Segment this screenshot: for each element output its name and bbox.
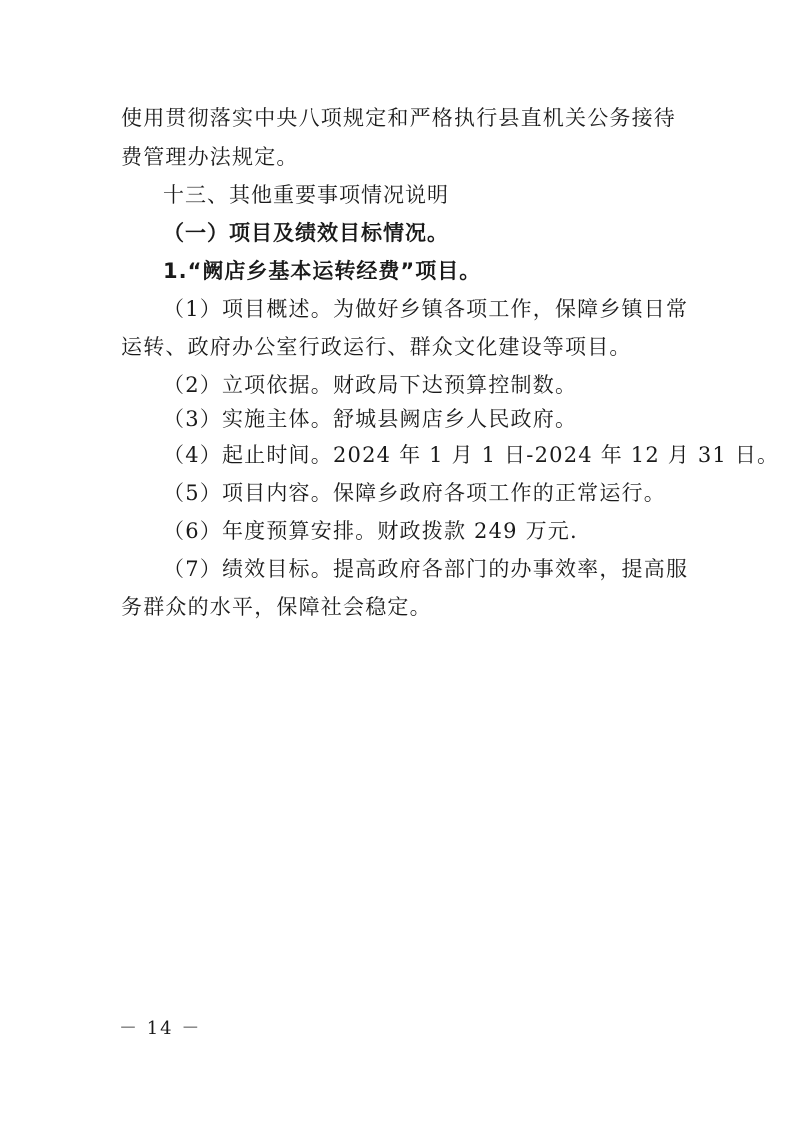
paragraph-line: 运转、政府办公室行政运行、群众文化建设等项目。 [121,335,632,359]
paragraph-line: （1）项目概述。为做好乡镇各项工作，保障乡镇日常 [163,297,689,321]
item-heading: 1.“阙店乡基本运转经费”项目。 [163,259,482,283]
paragraph-line: （6）年度预算安排。财政拨款 249 万元. [163,519,578,543]
paragraph-line: 费管理办法规定。 [121,145,299,169]
page-number: － 14 － [119,1018,202,1039]
paragraph-line: 使用贯彻落实中央八项规定和严格执行县直机关公务接待 [121,106,676,130]
paragraph-line: （3）实施主体。舒城县阙店乡人民政府。 [163,407,578,431]
paragraph-line: （5）项目内容。保障乡政府各项工作的正常运行。 [163,481,666,505]
section-heading: 十三、其他重要事项情况说明 [163,183,449,207]
paragraph-line: 务群众的水平，保障社会稳定。 [121,595,432,619]
subsection-heading: （一）项目及绩效目标情况。 [163,221,449,245]
paragraph-line: （4）起止时间。2024 年 1 月 1 日-2024 年 12 月 31 日。 [163,443,780,467]
paragraph-line: （2）立项依据。财政局下达预算控制数。 [163,373,578,397]
paragraph-line: （7）绩效目标。提高政府各部门的办事效率，提高服 [163,557,689,581]
